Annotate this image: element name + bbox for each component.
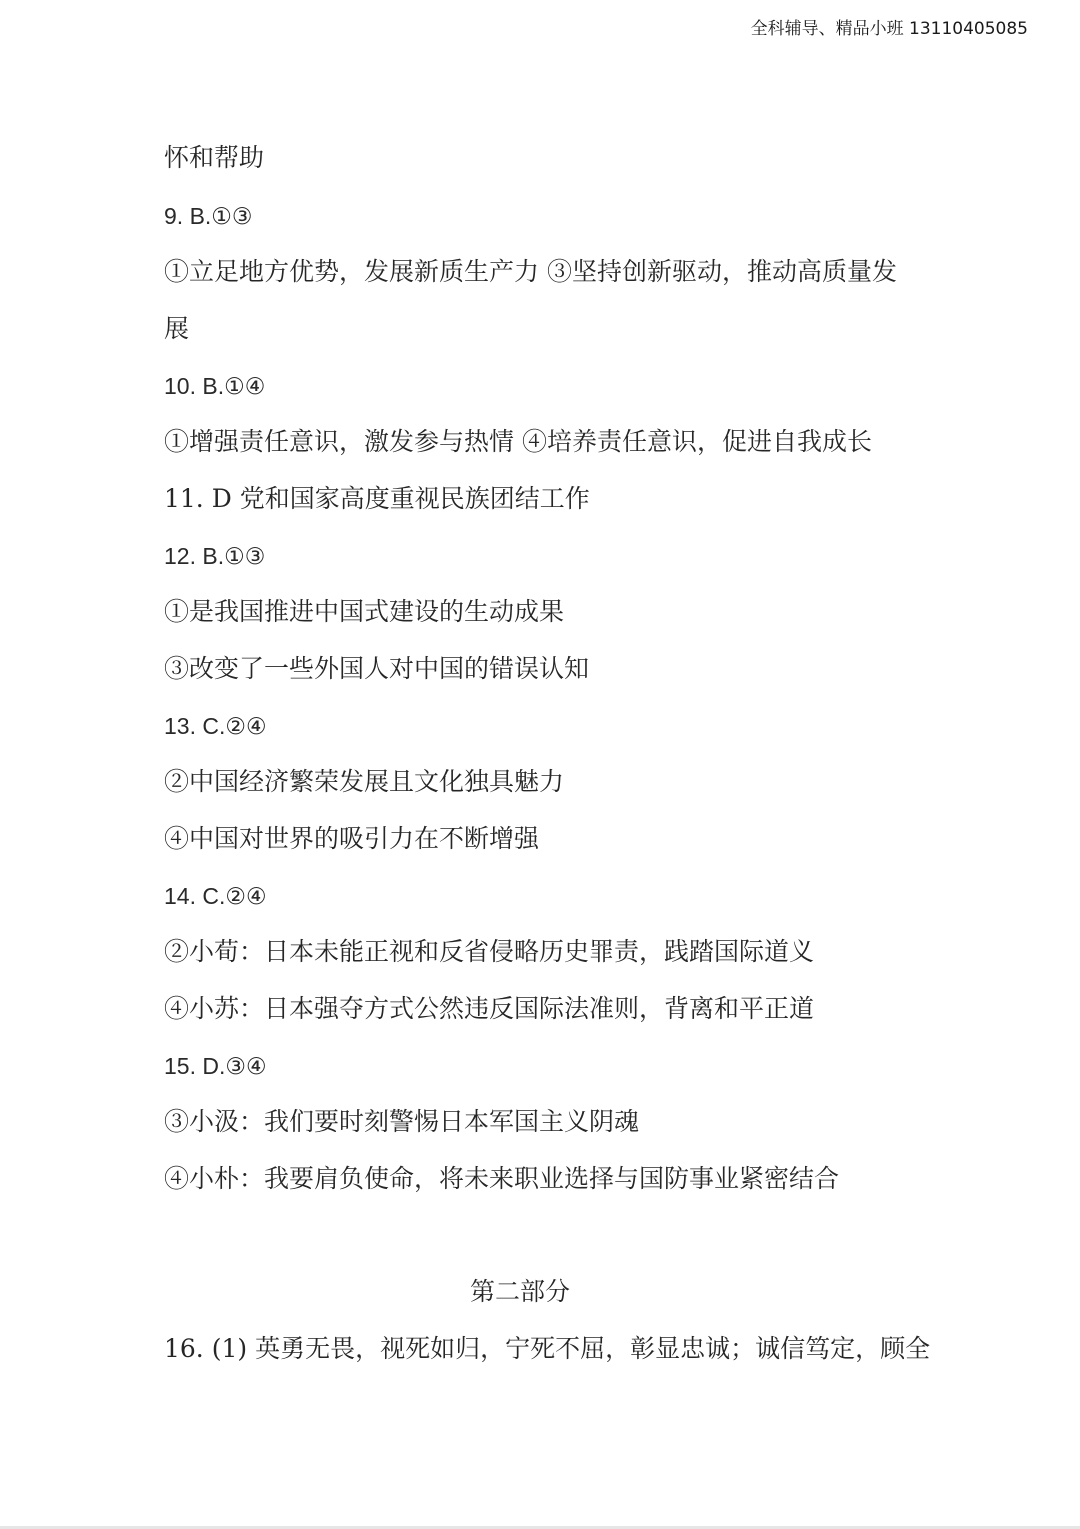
answer-number-14: 14. C.②④ xyxy=(164,883,267,909)
answer-line: ④小朴：我要肩负使命，将未来职业选择与国防事业紧密结合 xyxy=(164,1164,840,1193)
answer-line: ①立足地方优势，发展新质生产力 ③坚持创新驱动，推动高质量发 xyxy=(164,257,897,286)
answer-line: ①是我国推进中国式建设的生动成果 xyxy=(164,597,565,626)
answer-line-16: 16. (1) 英勇无畏，视死如归，宁死不屈，彰显忠诚；诚信笃定，顾全 xyxy=(164,1334,931,1363)
answer-line-11: 11. D 党和国家高度重视民族团结工作 xyxy=(164,484,590,513)
answer-number-13: 13. C.②④ xyxy=(164,713,267,739)
section-title-part-two: 第二部分 xyxy=(469,1277,570,1306)
answer-number-12: 12. B.①③ xyxy=(164,543,266,569)
header-contact-note: 全科辅导、精品小班 13110405085 xyxy=(750,19,1028,39)
answer-line: ①增强责任意识，激发参与热情 ④培养责任意识，促进自我成长 xyxy=(164,427,872,456)
answer-line: ④中国对世界的吸引力在不断增强 xyxy=(164,824,540,853)
answer-line: 展 xyxy=(164,314,190,343)
answer-line: ②小荀：日本未能正视和反省侵略历史罪责，践踏国际道义 xyxy=(164,937,815,966)
answer-line: ③改变了一些外国人对中国的错误认知 xyxy=(164,654,590,683)
answer-line: ②中国经济繁荣发展且文化独具魅力 xyxy=(164,767,565,796)
answer-line: 怀和帮助 xyxy=(164,143,265,172)
answer-number-15: 15. D.③④ xyxy=(164,1053,267,1079)
answer-number-9: 9. B.①③ xyxy=(164,203,253,229)
answer-line: ④小苏：日本强夺方式公然违反国际法准则，背离和平正道 xyxy=(164,994,815,1023)
answer-number-10: 10. B.①④ xyxy=(164,373,266,399)
answer-line: ③小汲：我们要时刻警惕日本军国主义阴魂 xyxy=(164,1107,640,1136)
